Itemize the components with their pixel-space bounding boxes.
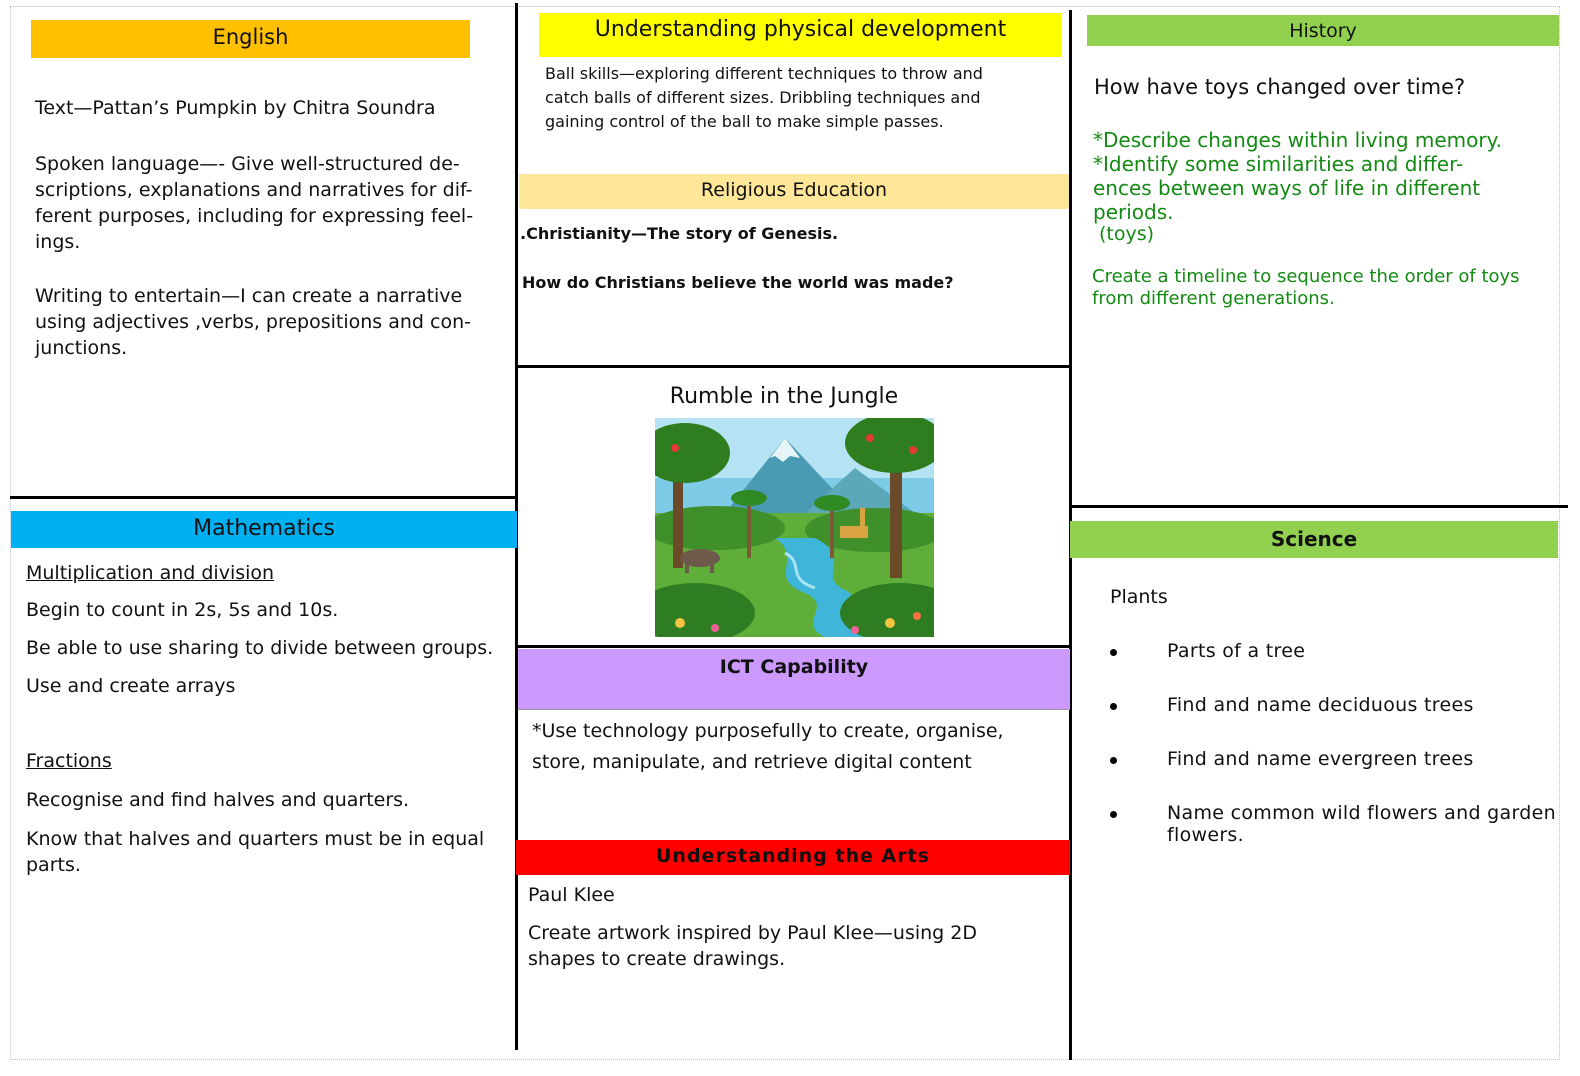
jungle-scene-illustration <box>655 418 934 637</box>
science-header <box>1070 521 1558 558</box>
physical-text: Ball skills—exploring different techniques to throw and catch balls of different sizes. Dribbling techniques and gaining control of the ball to make simple passes. <box>545 64 983 131</box>
english-header <box>31 20 470 58</box>
ict-text: *Use technology purposefully to create, organise, store, manipulate, and retrieve digital content <box>532 720 1004 773</box>
arts-line-artwork: Create artwork inspired by Paul Klee—using 2D shapes to create drawings. <box>528 922 977 970</box>
history-question: How have toys changed over time? <box>1094 75 1466 99</box>
science-bullet-text: Parts of a tree <box>1167 640 1306 662</box>
history-task: Create a timeline to sequence the order of toys from different generations. <box>1092 266 1520 309</box>
english-title: English <box>212 25 289 49</box>
history-objective-toys: (toys) <box>1099 223 1155 245</box>
maths-line-sharing: Be able to use sharing to divide between groups. <box>26 637 494 659</box>
arts-title: Understanding the Arts <box>656 845 930 867</box>
divider-topic-ict <box>517 645 1071 648</box>
english-text-line: Text—Pattan’s Pumpkin by Chitra Soundra <box>35 97 436 119</box>
maths-line-equal-parts: Know that halves and quarters must be in equal parts. <box>26 828 485 876</box>
maths-line-count: Begin to count in 2s, 5s and 10s. <box>26 599 339 621</box>
maths-heading-fractions: Fractions <box>26 750 112 772</box>
maths-heading-multiplication: Multiplication and division <box>26 562 275 584</box>
science-title: Science <box>1270 527 1358 551</box>
arts-header <box>516 840 1070 875</box>
history-objective-changes: *Describe changes within living memory. <box>1093 128 1502 152</box>
divider-history-science <box>1071 505 1568 508</box>
physical-title: Understanding physical development <box>594 17 1007 42</box>
ict-header <box>518 649 1070 710</box>
ict-title: ICT Capability <box>719 656 869 678</box>
bullet-icon <box>1110 649 1117 656</box>
divider-re-topic <box>517 365 1071 368</box>
maths-line-arrays: Use and create arrays <box>26 675 236 697</box>
topic-title: Rumble in the Jungle <box>669 384 899 409</box>
english-writing: Writing to entertain—I can create a narrative using adjectives ,verbs, prepositions and con-junctions. <box>35 285 471 359</box>
science-bullet-text: Name common wild flowers and garden flowers. <box>1167 802 1556 846</box>
re-title: Religious Education <box>700 179 888 201</box>
physical-header <box>539 13 1062 57</box>
science-bullet-text: Find and name evergreen trees <box>1167 748 1474 770</box>
re-line-christianity: .Christianity—The story of Genesis. <box>520 224 839 243</box>
maths-line-halves: Recognise and find halves and quarters. <box>26 789 410 811</box>
history-objective-similarities: *Identify some similarities and differ-ences between ways of life in different periods. <box>1093 152 1481 224</box>
maths-header <box>11 511 517 548</box>
maths-title: Mathematics <box>193 516 335 541</box>
science-topic: Plants <box>1110 586 1168 608</box>
bullet-icon <box>1110 757 1117 764</box>
arts-line-paul-klee: Paul Klee <box>528 884 615 906</box>
divider-english-maths <box>10 496 517 499</box>
re-line-question: How do Christians believe the world was made? <box>522 273 954 292</box>
english-spoken-language: Spoken language—- Give well-structured de-scriptions, explanations and narratives for dif-ferent purposes, including for expressing feel-ings. <box>35 153 474 253</box>
history-title: History <box>1289 20 1357 42</box>
bullet-icon <box>1110 811 1117 818</box>
history-header <box>1087 15 1559 46</box>
re-header <box>519 174 1069 209</box>
science-bullet-text: Find and name deciduous trees <box>1167 694 1474 716</box>
bullet-icon <box>1110 703 1117 710</box>
